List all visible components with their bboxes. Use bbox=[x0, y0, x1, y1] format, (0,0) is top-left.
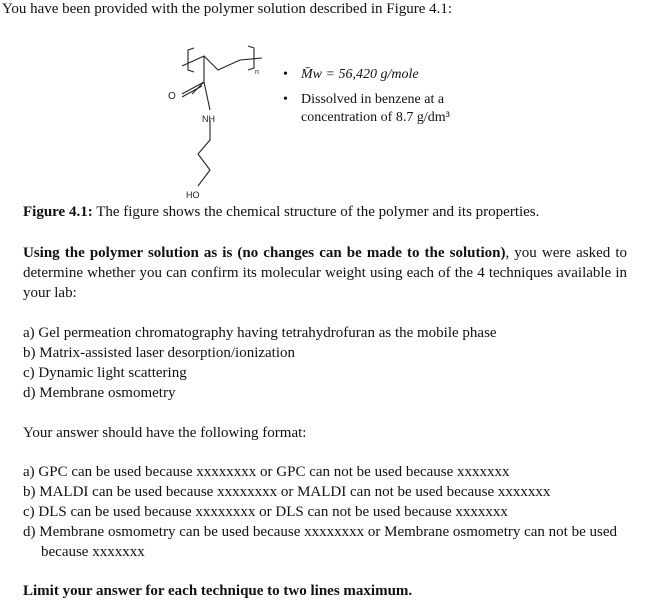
format-line: c) DLS can be used because xxxxxxxx or DLS can not be used because xxxxxxx bbox=[23, 504, 508, 520]
question-bold: Using the polymer solution as is (no changes can be made to the solution) bbox=[23, 245, 506, 261]
format-line: b) MALDI can be used because xxxxxxxx or MALDI can not be used because xxxxxxx bbox=[23, 484, 551, 500]
amide-nh-label: NH bbox=[202, 114, 215, 124]
backbone-bond bbox=[182, 56, 262, 70]
bullet-icon: • bbox=[283, 67, 288, 82]
question-paragraph bbox=[23, 243, 627, 303]
technique-item: c) Dynamic light scattering bbox=[23, 365, 187, 381]
mw-symbol: M̄w bbox=[301, 67, 322, 82]
technique-item: d) Membrane osmometry bbox=[23, 385, 176, 401]
hydroxyethyl-chain bbox=[198, 120, 210, 186]
figure-text: The figure shows the chemical structure of the polymer and its properties. bbox=[92, 204, 540, 220]
amide-bond bbox=[204, 82, 210, 110]
mw-value: = 56,420 g/mole bbox=[325, 67, 419, 82]
intro-text: You have been provided with the polymer solution described in Figure 4.1: bbox=[2, 1, 453, 17]
format-line: a) GPC can be used because xxxxxxxx or GPC can not be used because xxxxxxx bbox=[23, 464, 510, 480]
limit-bold: Limit your answer for each technique to two lines maximum. bbox=[23, 583, 413, 599]
polymer-structure-diagram bbox=[160, 36, 300, 206]
figure-caption bbox=[23, 204, 539, 221]
right-bracket bbox=[248, 46, 254, 70]
question-rest: , you were asked to determine whether you can confirm its molecular weight using each of the 4 techniques available in your lab: bbox=[23, 245, 627, 301]
limit-text bbox=[23, 581, 412, 601]
repeat-subscript: n bbox=[255, 69, 259, 76]
format-list bbox=[23, 462, 641, 562]
technique-item: b) Matrix-assisted laser desorption/ionization bbox=[23, 345, 296, 361]
techniques-list bbox=[23, 323, 497, 403]
figure-label: Figure 4.1: bbox=[23, 204, 93, 220]
solution-line2: concentration of 8.7 g/dm³ bbox=[301, 110, 450, 125]
solution-row bbox=[283, 91, 450, 127]
bullet-icon: • bbox=[283, 92, 288, 107]
technique-item: a) Gel permeation chromatography having tetrahydrofuran as the mobile phase bbox=[23, 325, 497, 341]
left-bracket bbox=[188, 48, 194, 72]
solution-line1: Dissolved in benzene at a bbox=[301, 92, 445, 107]
format-line: d) Membrane osmometry can be used because xxxxxxxx or Membrane osmometry can not be used because xxxxxxx bbox=[23, 524, 617, 560]
format-intro: Your answer should have the following format: bbox=[23, 425, 307, 441]
carbonyl-o-label: O bbox=[168, 91, 176, 102]
hydroxyl-label: HO bbox=[186, 190, 200, 200]
polymer-properties bbox=[283, 66, 450, 127]
mw-row bbox=[283, 66, 450, 84]
